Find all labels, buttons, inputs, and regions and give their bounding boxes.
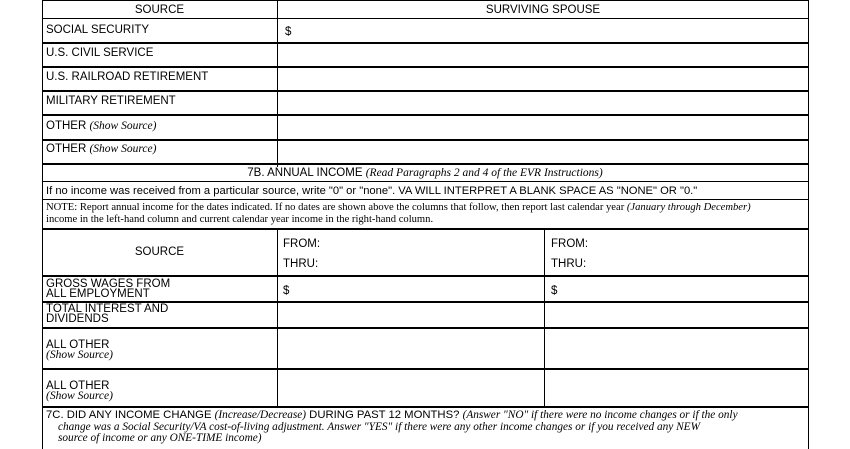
section-7c-paren: (Increase/Decrease): [214, 409, 307, 421]
divider: [42, 275, 809, 277]
thru-label-left: THRU:: [283, 258, 319, 270]
from-label-right: FROM:: [551, 238, 589, 250]
row-label-other-1: [46, 120, 156, 132]
note-line-1-italic: (January through December): [626, 202, 751, 213]
section-7c-answer-note-2: change was a Social Security/VA cost-of-living adjustment. Answer "YES" if there were any other income changes or if you received any NEW: [58, 420, 700, 433]
row-label-railroad-retirement: U.S. RAILROAD RETIREMENT: [46, 71, 209, 83]
table-left-border: [42, 0, 43, 167]
row-divider: [42, 163, 809, 165]
divider: [42, 368, 809, 370]
row-label-all-other-2: [46, 381, 113, 401]
divider: [42, 199, 809, 200]
surviving-spouse-header: SURVIVING SPOUSE: [485, 4, 601, 16]
all-other-label: ALL OTHER: [46, 339, 110, 351]
gross-wages-line1: GROSS WAGES FROM: [46, 278, 171, 290]
show-source-note: (Show Source): [46, 349, 113, 361]
section-7c-prefix: 7C. DID ANY INCOME CHANGE: [46, 409, 212, 421]
thru-label-right: THRU:: [551, 258, 587, 270]
section-7c-answer-note-3: source of income or any ONE-TIME income): [58, 432, 262, 444]
note-paragraph: [46, 202, 751, 225]
column-divider: [277, 0, 278, 167]
interest-line2: DIVIDENDS: [46, 313, 109, 325]
section-7b-title-text: 7B. ANNUAL INCOME: [247, 167, 363, 179]
row-label-interest-dividends: [46, 304, 168, 324]
row-label-military-retirement: MILITARY RETIREMENT: [46, 95, 176, 107]
social-security-value[interactable]: $: [285, 26, 292, 38]
other-2-value[interactable]: [280, 141, 806, 161]
source-header: SOURCE: [134, 4, 185, 16]
section-7c-answer-note-1: (Answer "NO" if there were no income changes or if the only: [462, 409, 738, 421]
header-divider: [42, 18, 809, 19]
other-label: OTHER: [46, 120, 87, 132]
row-label-gross-wages: [46, 279, 170, 299]
section-7c-question: [46, 410, 806, 445]
all-other-1-left-value[interactable]: [280, 330, 542, 366]
interest-right-value[interactable]: [547, 304, 806, 326]
section-7c-mid: DURING PAST 12 MONTHS?: [309, 409, 460, 421]
railroad-retirement-value[interactable]: [280, 68, 806, 88]
gross-wages-line2: ALL EMPLOYMENT: [46, 288, 150, 300]
show-source-note: (Show Source): [89, 143, 157, 155]
divider: [42, 327, 809, 329]
column-divider: [544, 229, 545, 406]
all-other-1-right-value[interactable]: [547, 330, 806, 366]
other-label: OTHER: [46, 143, 87, 155]
from-label-left: FROM:: [283, 238, 321, 250]
all-other-2-right-value[interactable]: [547, 371, 806, 405]
section-7b-title-note: (Read Paragraphs 2 and 4 of the EVR Instructions): [365, 167, 603, 179]
divider: [42, 181, 809, 182]
row-label-all-other-1: [46, 340, 113, 360]
blank-space-notice: If no income was received from a particular source, write "0" or "none". VA WILL INTERPRET A BLANK SPACE AS "NONE" OR "0.": [46, 185, 698, 197]
gross-wages-right-value[interactable]: $: [551, 285, 558, 297]
other-1-value[interactable]: [280, 116, 806, 137]
civil-service-value[interactable]: [280, 44, 806, 64]
income-source-header: SOURCE: [134, 246, 185, 258]
note-line-1: NOTE: Report annual income for the dates indicated. If no dates are shown above the columns that follow, then report last calendar year: [46, 202, 625, 213]
column-divider: [277, 229, 278, 406]
gross-wages-left-value[interactable]: $: [283, 285, 290, 297]
section-7b-title: [42, 167, 808, 179]
show-source-note: (Show Source): [89, 120, 157, 132]
top-border: [42, 0, 809, 1]
note-line-2: income in the left-hand column and current calendar year income in the right-hand column.: [46, 213, 434, 225]
interest-left-value[interactable]: [280, 304, 542, 326]
show-source-note: (Show Source): [46, 390, 113, 402]
row-label-other-2: [46, 143, 156, 155]
row-label-social-security: SOCIAL SECURITY: [46, 24, 150, 36]
all-other-2-left-value[interactable]: [280, 371, 542, 405]
divider: [42, 406, 809, 408]
divider: [42, 228, 809, 230]
row-label-civil-service: U.S. CIVIL SERVICE: [46, 47, 154, 59]
military-retirement-value[interactable]: [280, 92, 806, 112]
all-other-label: ALL OTHER: [46, 380, 110, 392]
interest-line1: TOTAL INTEREST AND: [46, 303, 169, 315]
